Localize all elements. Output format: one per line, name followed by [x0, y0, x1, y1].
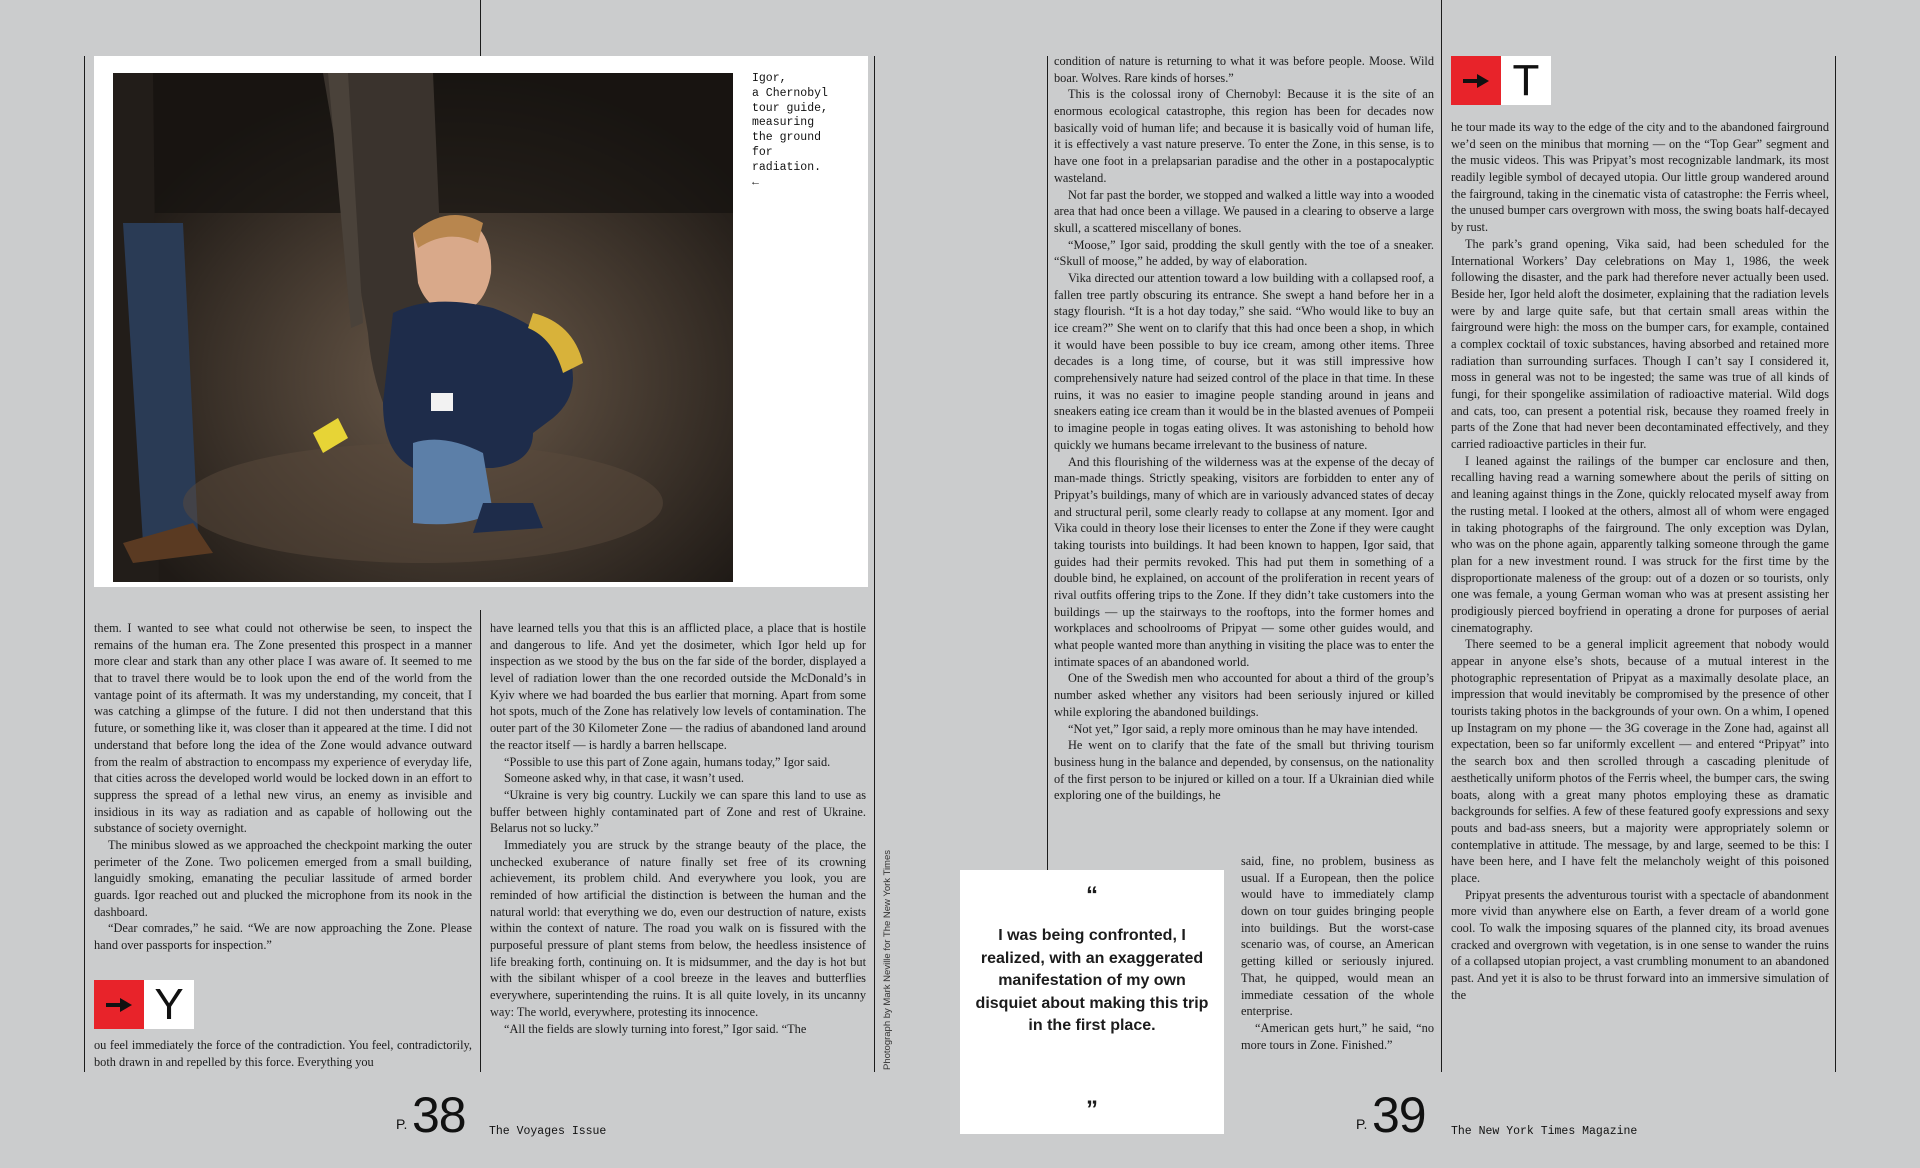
right-column-3-wrap [1241, 853, 1434, 1053]
dropcap-letter: Y [144, 980, 194, 1029]
rule-right-inner [1835, 56, 1836, 1072]
paragraph: The minibus slowed as we approached the checkpoint marking the outer perimeter of the Zone. Two policemen emerged from a small building, languidly smoking, emanating the peculiar lassitude of armed border guards. Igor reached out and plucked the microphone from its nook in the dashboard. [94, 837, 472, 919]
paragraph: “Possible to use this part of Zone again, humans today,” Igor said. [504, 754, 831, 769]
paragraph: “All the fields are slowly turning into forest,” Igor said. “The [504, 1021, 807, 1036]
paragraph: “American gets hurt,” he said, “no more tours in Zone. Finished.” [1241, 1020, 1434, 1052]
paragraph: them. I wanted to see what could not otherwise be seen, to inspect the remains of the human era. The Zone presented this prospect in a manner more clear and stark than any other place I was aware of. It seemed to me that to travel there would be to look upon the end of the world from the vantage point of its aftermath. It was my understanding, my conceit, that I was catching a glimpse of the future. I did not then understand that this future, or something like it, was closer than it appeared at the time. I did not understand that before long the idea of the Zone would advance outward from the realm of abstraction to encompass my experience of everyday life, that cities across the developed world would be locked down in an effort to suppress the spread of a lethal new virus, an enemy as invisible and insidious in its way as radiation and as capable of hollowing out the substance of society overnight. [94, 621, 472, 836]
right-arrow-icon [1451, 56, 1501, 105]
chernobyl-photo [113, 73, 733, 582]
dropcap-y [94, 980, 194, 1029]
photo-card [94, 56, 868, 587]
dropcap-t [1451, 56, 1551, 105]
paragraph: And this flourishing of the wilderness was at the expense of the decay of man-made things. Strictly speaking, visitors are forbidden to enter any of Pripyat’s buildings, many of which are in variously advanced states of decay and structural peril, some clearly ready to collapse at any moment. Igor and Vika could in theory lose their licenses to enter the Zone if they were caught taking tourists into buildings. It had been known to happen, Igor said, that guides had their permits revoked. This had put them in something of a double bind, he explained, on account of the proliferation in recent years of rival outfits offering trips to the Zone. If they didn’t take customers into the buildings — up the stairways to the rooftops, into the former homes and workplaces and schoolrooms of Pripyat — some other guides would, and what people wanted more than anything in visiting the place was to enter the intimate spaces of an abandoned world. [1054, 454, 1434, 669]
left-column-1-continuation [94, 1037, 472, 1070]
paragraph: There seemed to be a general implicit agreement that nobody would appear in anyone else’s shots, because of a mutual interest in the photographic representation of Pripyat as a maximally desolate place, an impression that would inevitably be compromised by the presence of other tourists taking photos in the backgrounds of your own. On a whim, I opened up Instagram on my phone — the 3G coverage in the Zone had, against all expectation, been so far uniformly excellent — and entered “Pripyat” into the search box and then scrolled through a cascading plenitude of aesthetically uniform photos of the Ferris wheel, the bumper cars, the swing boats, along with a great many photos employing these as dramatic backgrounds for selfies. A few of these featured goofy expressions and sexy pouts and bad-ass sneers, but a majority were appropriately solemn or contemplative in attitude. The message, by and large, seemed to be this: I have been here, and I have felt the melancholy weight of this poisoned place. [1451, 637, 1829, 885]
folio-prefix: P. [396, 1116, 408, 1132]
paragraph: I leaned against the railings of the bumper car enclosure and then, recalling having read a warning somewhere about the perils of sitting on and leaning against things in the Zone, quickly relocated myself away from the rusting metal. I looked at the others, almost all of whom were engaged in taking photographs of the fairground. The only exception was Dylan, who was on the phone again, apparently talking someone through the game plan for a new investment round. I was struck for the first time by the disproportionate maleness of the group: out of a dozen or so tourists, only one was female, a young German woman who was at present assisting her prodigiously pierced boyfriend in operating a drone for purposes of aerial cinematography. [1451, 453, 1829, 635]
paragraph: condition of nature is returning to what it was before people. Moose. Wild boar. Wolves. Rare kinds of horses.” [1054, 54, 1434, 85]
page-number: 39 [1372, 1087, 1426, 1143]
paragraph: One of the Swedish men who accounted for about a third of the group’s number asked whether any visitors had been seriously injured or killed while exploring the abandoned buildings. [1054, 671, 1434, 719]
rule-left-inner [874, 56, 875, 1072]
paragraph: said, fine, no problem, business as usual. If a European, then the police would have to immediately clamp down on tour guides bringing people into buildings. But the worst-case scenario was, of course, an American getting killed or seriously injured. That, he quipped, would mean an immediate cessation of the whole enterprise. [1241, 854, 1434, 1019]
folio-label-right: The New York Times Magazine [1451, 1125, 1638, 1138]
right-column-4 [1451, 119, 1829, 1003]
paragraph: Not far past the border, we stopped and walked a little way into a wooded area that had once been a village. We paused in a clearing to observe a large skull, a scattered miscellany of bones. [1054, 187, 1434, 235]
right-column-3 [1054, 53, 1434, 804]
pull-quote [960, 870, 1224, 1134]
paragraph: “Dear comrades,” he said. “We are now approaching the Zone. Please hand over passports for inspection.” [94, 921, 472, 953]
close-quote-mark: ” [1086, 1096, 1098, 1123]
paragraph: He went on to clarify that the fate of the small but thriving tourism business hung in the balance and depended, by consensus, on the nationality of the first person to be injured or killed on a tour. If a Ukrainian died while exploring one of the buildings, he [1054, 738, 1434, 803]
paragraph: “Moose,” Igor said, prodding the skull gently with the toe of a sneaker. “Skull of moose,” he added, by way of elaboration. [1054, 237, 1434, 269]
paragraph: he tour made its way to the edge of the city and to the abandoned fairground we’d seen on the minibus that morning — on the “Top Gear” segment and the music videos. This was Pripyat’s most recognizable landmark, its most readily legible symbol of decayed utopia. Our little group wandered around the fairground, taking in the cinematic vista of catastrophe: the Ferris wheel, the unused bumper cars overgrown with moss, the swing boats half-decayed by rust. [1451, 120, 1829, 235]
open-quote-mark: “ [1086, 882, 1098, 909]
rule-right-middle [1441, 0, 1442, 1072]
dropcap-letter: T [1501, 56, 1551, 105]
paragraph: The park’s grand opening, Vika said, had been scheduled for the International Workers’ Day celebrations on May 1, 1986, the week following the disaster, and the park had therefore never actually been used. Beside her, Igor held aloft the dosimeter, explaining that the radiation levels were by and large quite safe, but that certain small areas within the fairground were high: the moss on the bumper cars, for example, contained a complex cocktail of toxic substances, having absorbed and retained more radiation than surrounding surfaces. Though I can’t say I considered it, moss in general was not to be ingested; the same was true of all kinds of fungi, for their spongelike assimilation of radioactive material. Wild dogs and cats, too, can present a potential risk, because they roamed freely in parts of the Zone that had never been decontaminated effectively, and they carried radioactive particles in their fur. [1451, 236, 1829, 452]
left-column-2 [490, 620, 866, 1037]
paragraph: Vika directed our attention toward a low building with a collapsed roof, a fallen tree partly obscuring its entrance. She swept a hand before her in a stagy flourish. “It is a hot day today,” she said. “Who would like to buy an ice cream?” She went on to clarify that this had once been a shop, in which it would have been possible to buy ice cream, among other items. Three decades is a long time, of course, but it was still impressive how comprehensively nature had seized control of the place in that time. In these ruins, it was no easier to imagine people standing around in jeans and sneakers eating ice cream than it would be in the blasted avenues of Pompeii to imagine people in togas eating olives. It was astonishing to behold how quickly we humans became irrelevant to the business of nature. [1054, 270, 1434, 452]
pull-quote-text: I was being confronted, I realized, with an exaggerated manifestation of my own disquiet about making this trip in the first place. [975, 927, 1209, 1034]
paragraph: ou feel immediately the force of the contradiction. You feel, contradictorily, both drawn in and repelled by this force. Everything you [94, 1038, 472, 1069]
folio-right [1356, 1087, 1436, 1143]
rule-left-middle-lower [480, 610, 481, 1072]
folio-prefix: P. [1356, 1116, 1368, 1132]
paragraph: “Not yet,” Igor said, a reply more ominous than he may have intended. [1068, 721, 1418, 736]
paragraph: have learned tells you that this is an afflicted place, a place that is hostile and dangerous to life. And yet the dosimeter, which Igor held up for inspection as we stood by the bus on the far side of the border, displayed a level of radiation lower than the one recorded outside the McDonald’s in Kyiv where we had boarded the bus earlier that morning. Apart from some hot spots, much of the Zone has relatively low levels of contamination. The outer part of the 30 Kilometer Zone — the radius of abandoned land around the reactor itself — is hardly a barren hellscape. [490, 621, 866, 752]
paragraph: Immediately you are struck by the strange beauty of the place, the unchecked exuberance of nature finally set free of its crowning achievement, its problem child. And everywhere you look, you are reminded of how artificial the distinction is between the human and the natural world: that everything we do, even our destruction of nature, exists within the context of nature. The road you walk on is fissured with the purposeful pressure of plant stems from below, the heedless insistence of life breaking forth, continuing on. It is midsummer, and the day is hot but with the sibilant whisper of a cool breeze in the leaves and butterflies everywhere, superintending the ruins. It is all quite lovely, in its uncanny way: The world, everywhere, protesting its innocence. [490, 837, 866, 1019]
paragraph: Pripyat presents the adventurous tourist with a spectacle of abandonment more vivid than anywhere else on Earth, a fever dream of a world gone cool. To walk the imposing squares of the planned city, its broad avenues cracked and overgrown with vegetation, is in one sense to wander the ruins of a collapsed utopian project, a vast crumbling monument to an abandoned past. And yet it is also to be thrust forward into an immersive simulation of the [1451, 887, 1829, 1002]
guide-photo-illustration [113, 73, 733, 582]
paragraph: This is the colossal irony of Chernobyl: Because it is the site of an enormous ecological catastrophe, this region has been for decades now basically void of human life; and because it is basically void of human life, it is effectively a vast nature preserve. To enter the Zone, in this sense, is to have one foot in a prelapsarian paradise and the other in a postapocalyptic wasteland. [1054, 87, 1434, 185]
right-arrow-icon [94, 980, 144, 1029]
page-number: 38 [412, 1087, 466, 1143]
paragraph: Someone asked why, in that case, it wasn’t used. [504, 771, 744, 786]
paragraph: “Ukraine is very big country. Luckily we can spare this land to use as buffer between highly contaminated part of Zone and rest of Ukraine. Belarus not so lucky.” [490, 787, 866, 836]
folio-label-left: The Voyages Issue [489, 1125, 607, 1138]
folio-left [396, 1087, 476, 1143]
photo-credit: Photograph by Mark Neville for The New York Times [882, 849, 893, 1070]
rule-left-outer [84, 56, 85, 1072]
left-column-1 [94, 620, 472, 954]
photo-caption: Igor, a Chernobyl tour guide, measuring the ground for radiation. ← [752, 72, 828, 189]
